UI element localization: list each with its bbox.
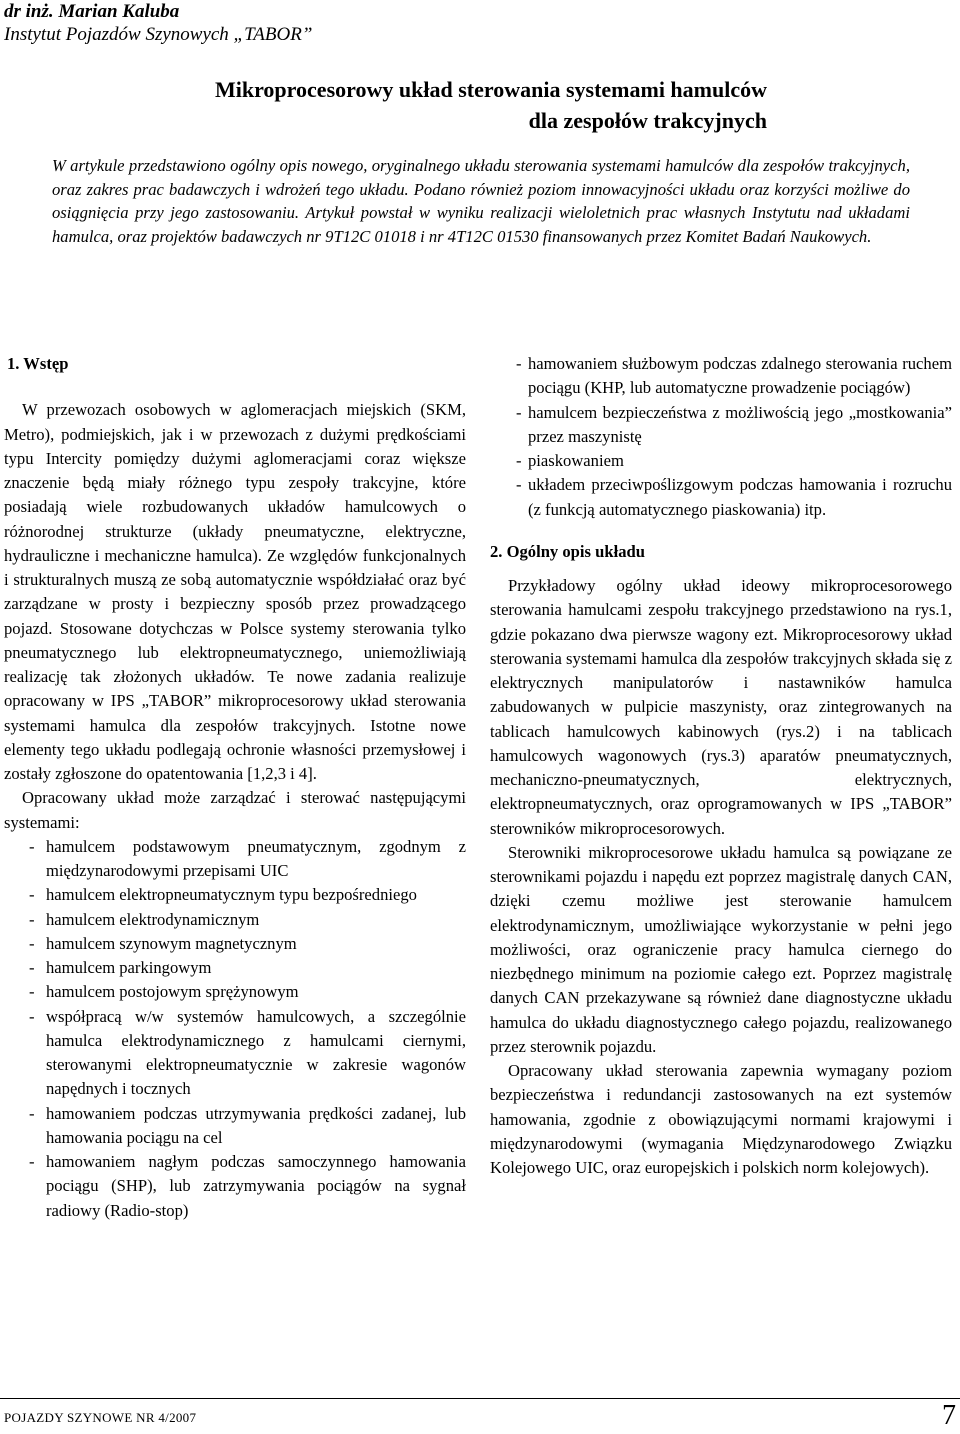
intro-paragraph-2: Opracowany układ może zarządzać i sterować następującymi systemami: xyxy=(4,788,466,832)
page-number: 7 xyxy=(942,1400,956,1431)
list-item: - piaskowaniem xyxy=(490,449,952,473)
title-line-1: Mikroprocesorowy układ sterowania systemami hamulców xyxy=(214,77,767,102)
section-heading-overview: 2. Ogólny opis układu xyxy=(490,541,645,561)
overview-paragraph-3: Opracowany układ sterowania zapewnia wymagany poziom bezpieczeństwa i redundancji zastosowanych na ezt systemów hamowania, zgodnie z obowiązującymi normami krajowymi i międzynarodowymi (wymagania Międzynarodowego Związku Kolejowego UIC, oraz europejskich i polskich norm kolejowych). xyxy=(490,1061,952,1177)
intro-paragraph-1: W przewozach osobowych w aglomeracjach miejskich (SKM, Metro), podmiejskich, jak i w przewozach z dużymi prędkościami typu Intercity pomiędzy dużymi aglomeracjami coraz większe znaczenie będą miały różnego typu zespoły trakcyjne, które posiadają wiele rozbudowanych układów hamulcowych o różnorodnej strukturze (układy pneumatyczne, elektryczne, hydrauliczne i mechaniczne hamulca). Ze względów funkcjonalnych i strukturalnych muszą ze sobą automatycznie współdziałać oraz być zarządzane w prosty i bezpieczny sposób przez prowadzącego pojazd. Stosowane dotychczas w Polsce systemy sterowania tylko pneumatycznego lub elektropneumatycznego, uniemożliwiają realizację tak złożonych układów. Te nowe zadania realizuje opracowany w IPS „TABOR” mikroprocesorowy układ sterowania systemami hamulca dla zespołów trakcyjnych. Istotne nowe elementy tego układu podlegają ochronie własności przemysłowej i zostały zgłoszone do opatentowania [1,2,3 i 4]. xyxy=(4,400,466,783)
list-item: - hamowaniem podczas utrzymywania prędkości zadanej, lub hamowania pociągu na cel xyxy=(4,1102,466,1151)
author-name: dr inż. Marian Kaluba xyxy=(4,1,180,22)
list-item: - współpracą w/w systemów hamulcowych, a szczególnie hamulca elektrodynamicznego z hamulcami ciernymi, sterowanymi elektropneumatycznie w zakresie wagonów napędnych i tocznych xyxy=(4,1005,466,1102)
footer-journal: POJAZDY SZYNOWE NR 4/2007 xyxy=(4,1410,197,1425)
list-item: - hamulcem elektropneumatycznym typu bezpośredniego xyxy=(4,883,466,907)
list-item: - hamulcem szynowym magnetycznym xyxy=(4,932,466,956)
footer-divider xyxy=(0,1398,960,1399)
author-block xyxy=(4,0,312,46)
list-item: - hamulcem elektrodynamicznym xyxy=(4,908,466,932)
overview-paragraph-1: Przykładowy ogólny układ ideowy mikroprocesorowego sterowania hamulcami zespołu trakcyjnego przedstawiono na rys.1, gdzie pokazano dwa pierwsze wagony ezt. Mikroprocesorowy układ sterowania systemami hamulca dla zespołów trakcyjnych składa się z elektrycznych manipulatorów i nastawników hamulca zabudowanych w pulpicie maszynisty, oraz zintegrowanych na tablicach hamulcowych kabinowych (rys.2) i na tablicach hamulcowych wagonowych (rys.3) aparatów pneumatycznych, mechaniczno-pneumatycznych, elektrycznych, elektropneumatycznych, oraz oprogramowanych w IPS „TABOR” sterowników mikroprocesorowych. xyxy=(490,576,952,838)
title-line-2: dla zespołów trakcyjnych xyxy=(528,108,767,133)
abstract: W artykule przedstawiono ogólny opis nowego, oryginalnego układu sterowania systemami hamulców dla zespołów trakcyjnych, oraz zakres prac badawczych i wdrożeń tego układu. Podano również poziom innowacyjności układu oraz korzyści możliwe do osiągnięcia przy jego zastosowaniu. Artykuł powstał w wyniku realizacji wieloletnich prac własnych Instytutu nad układami hamulca, oraz projektów badawczych nr 9T12C 01018 i nr 4T12C 01530 finansowanych przez Komitet Badań Naukowych. xyxy=(52,156,910,246)
list-item: - hamulcem postojowym sprężynowym xyxy=(4,980,466,1004)
author-institute: Instytut Pojazdów Szynowych „TABOR” xyxy=(4,24,313,45)
list-item: - układem przeciwpoślizgowym podczas hamowania i rozruchu (z funkcją automatycznego piaskowania) itp. xyxy=(490,473,952,522)
list-item: - hamulcem parkingowym xyxy=(4,956,466,980)
list-item: - hamulcem podstawowym pneumatycznym, zgodnym z międzynarodowymi przepisami UIC xyxy=(4,835,466,884)
left-column xyxy=(4,352,466,1223)
systems-list xyxy=(4,835,466,1223)
systems-list-continued xyxy=(490,352,952,522)
list-item: - hamowaniem służbowym podczas zdalnego sterowania ruchem pociągu (KHP, lub automatyczne prowadzenie pociągów) xyxy=(490,352,952,401)
list-item: - hamulcem bezpieczeństwa z możliwością jego „mostkowania” przez maszynistę xyxy=(490,401,952,450)
article-title xyxy=(215,74,767,136)
section-heading-intro: 1. Wstęp xyxy=(7,354,69,373)
right-column xyxy=(490,352,952,1180)
list-item: - hamowaniem nagłym podczas samoczynnego hamowania pociągu (SHP), lub zatrzymywania pociągów na sygnał radiowy (Radio-stop) xyxy=(4,1150,466,1223)
overview-paragraph-2: Sterowniki mikroprocesorowe układu hamulca są powiązane ze sterownikami pojazdu i napędu ezt poprzez magistralę danych CAN, dzięki czemu możliwe jest sterowanie hamulcem elektrodynamicznym, umożliwiające wykorzystanie w pełni jego możliwości, oraz ograniczenie pracy hamulca ciernego do niezbędnego minimum na poziomie całego ezt. Poprzez magistralę danych CAN przekazywane są również dane diagnostyczne układu hamulca do układu diagnostycznego całego pojazdu, realizowanego przez sterownik pojazdu. xyxy=(490,842,952,1056)
